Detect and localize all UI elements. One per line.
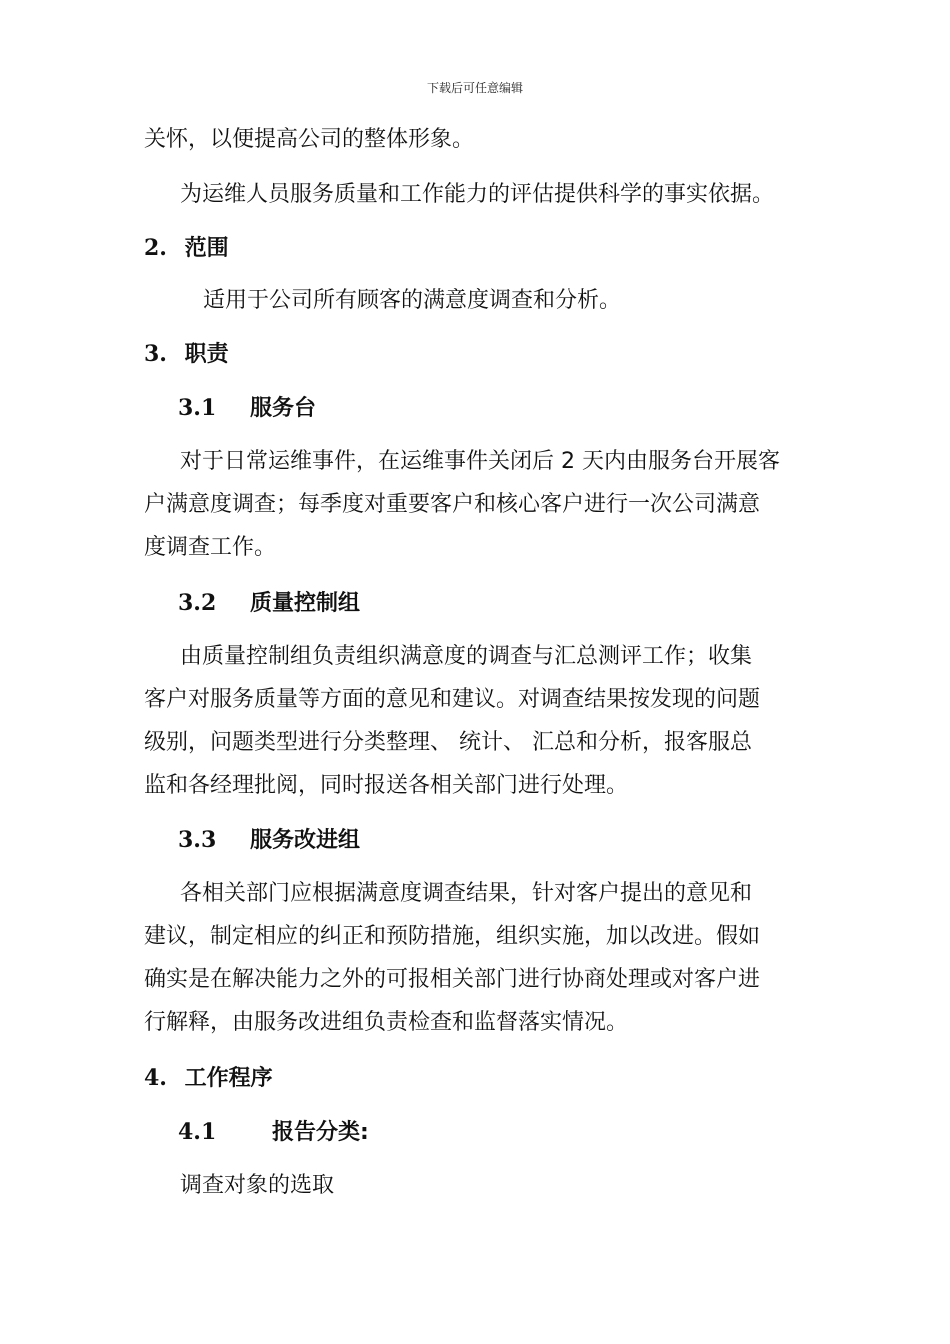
paragraph-line: 确实是在解决能力之外的可报相关部门进行协商处理或对客户进 bbox=[144, 967, 761, 992]
paragraph-line: 建议，制定相应的纠正和预防措施，组织实施，加以改进。假如 bbox=[144, 924, 761, 949]
section-heading-3 bbox=[144, 339, 229, 370]
paragraph-line: 调查对象的选取 bbox=[180, 1173, 335, 1198]
section-heading-4 bbox=[144, 1063, 273, 1094]
subsection-heading-3-1 bbox=[178, 393, 316, 424]
paragraph-line: 监和各经理批阅，同时报送各相关部门进行处理。 bbox=[144, 773, 629, 798]
section-number: 3. bbox=[144, 341, 167, 367]
section-title: 范围 bbox=[184, 236, 229, 261]
paragraph-line: 为运维人员服务质量和工作能力的评估提供科学的事实依据。 bbox=[180, 182, 775, 207]
section-heading-2 bbox=[144, 233, 229, 264]
section-title: 职责 bbox=[184, 342, 229, 367]
paragraph-line: 行解释，由服务改进组负责检查和监督落实情况。 bbox=[144, 1010, 629, 1035]
subsection-heading-4-1 bbox=[178, 1117, 369, 1148]
paragraph-line: 客户对服务质量等方面的意见和建议。对调查结果按发现的问题 bbox=[144, 687, 761, 712]
subsection-number: 3.1 bbox=[178, 395, 217, 421]
section-number: 2. bbox=[144, 235, 167, 261]
page-header: 下载后可任意编辑 bbox=[426, 81, 523, 95]
subsection-number: 3.2 bbox=[178, 590, 217, 616]
paragraph-line: 由质量控制组负责组织满意度的调查与汇总测评工作；收集 bbox=[180, 644, 753, 669]
paragraph-line: 对于日常运维事件，在运维事件关闭后 2 天内由服务台开展客 bbox=[180, 449, 780, 474]
paragraph-line: 适用于公司所有顾客的满意度调查和分析。 bbox=[203, 288, 622, 313]
subsection-title: 报告分类: bbox=[271, 1120, 369, 1145]
subsection-title: 服务改进组 bbox=[249, 828, 360, 853]
subsection-heading-3-3 bbox=[178, 825, 360, 856]
subsection-number: 3.3 bbox=[178, 827, 217, 853]
paragraph-line: 度调查工作。 bbox=[144, 535, 277, 560]
paragraph-line: 关怀，以便提高公司的整体形象。 bbox=[144, 127, 475, 152]
paragraph-line: 级别，问题类型进行分类整理、 统计、 汇总和分析，报客服总 bbox=[144, 730, 752, 755]
subsection-number: 4.1 bbox=[178, 1119, 217, 1145]
section-title: 工作程序 bbox=[184, 1066, 273, 1091]
subsection-title: 服务台 bbox=[249, 396, 316, 421]
paragraph-line: 户满意度调查；每季度对重要客户和核心客户进行一次公司满意 bbox=[144, 492, 761, 517]
paragraph-line: 各相关部门应根据满意度调查结果，针对客户提出的意见和 bbox=[180, 881, 753, 906]
subsection-heading-3-2 bbox=[178, 588, 360, 619]
section-number: 4. bbox=[144, 1065, 167, 1091]
subsection-title: 质量控制组 bbox=[249, 591, 360, 616]
